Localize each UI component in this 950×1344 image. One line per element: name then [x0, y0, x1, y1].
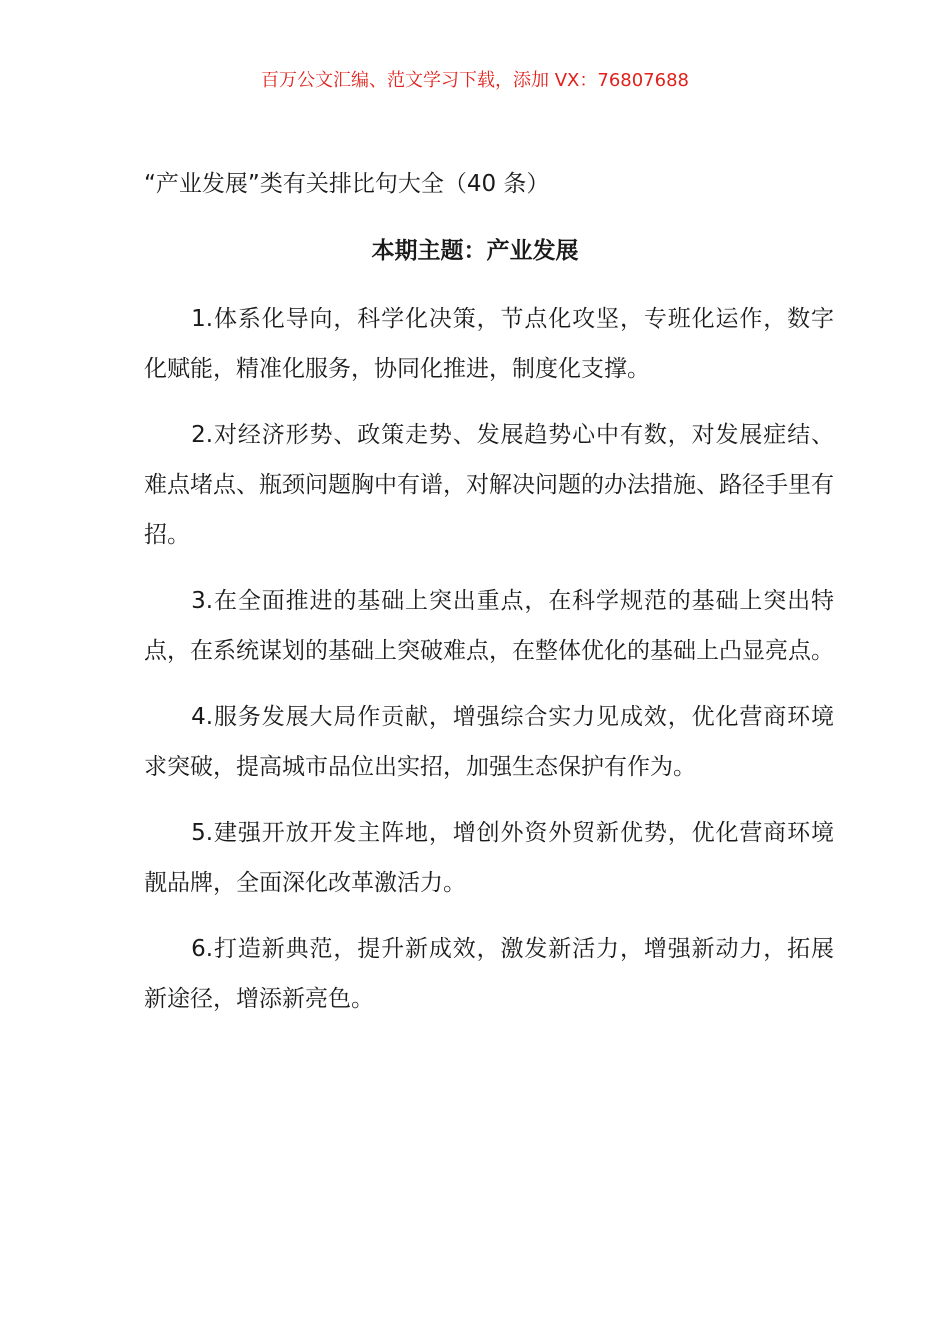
list-item: 4.服务发展大局作贡献，增强综合实力见成效，优化营商环境求突破，提高城市品位出实招，加强生态保护有作为。: [144, 704, 834, 780]
list-item: 2.对经济形势、政策走势、发展趋势心中有数，对发展症结、难点堵点、瓶颈问题胸中有谱，对解决问题的办法措施、路径手里有招。: [144, 422, 834, 548]
document-subtitle: 本期主题：产业发展: [371, 238, 579, 264]
list-item: 3.在全面推进的基础上突出重点，在科学规范的基础上突出特点，在系统谋划的基础上突破难点，在整体优化的基础上凸显亮点。: [144, 588, 834, 664]
item-list: [144, 294, 834, 1040]
header-notice: 百万公文汇编、范文学习下载，添加 VX：76807688: [261, 70, 689, 91]
list-item: 5.建强开放开发主阵地，增创外资外贸新优势，优化营商环境靓品牌，全面深化改革激活力。: [144, 820, 834, 896]
list-item: 6.打造新典范，提升新成效，激发新活力，增强新动力，拓展新途径，增添新亮色。: [144, 936, 834, 1012]
document-title: “产业发展”类有关排比句大全（40 条）: [144, 171, 550, 197]
list-item: 1.体系化导向，科学化决策，节点化攻坚，专班化运作，数字化赋能，精准化服务，协同化推进，制度化支撑。: [144, 306, 834, 382]
